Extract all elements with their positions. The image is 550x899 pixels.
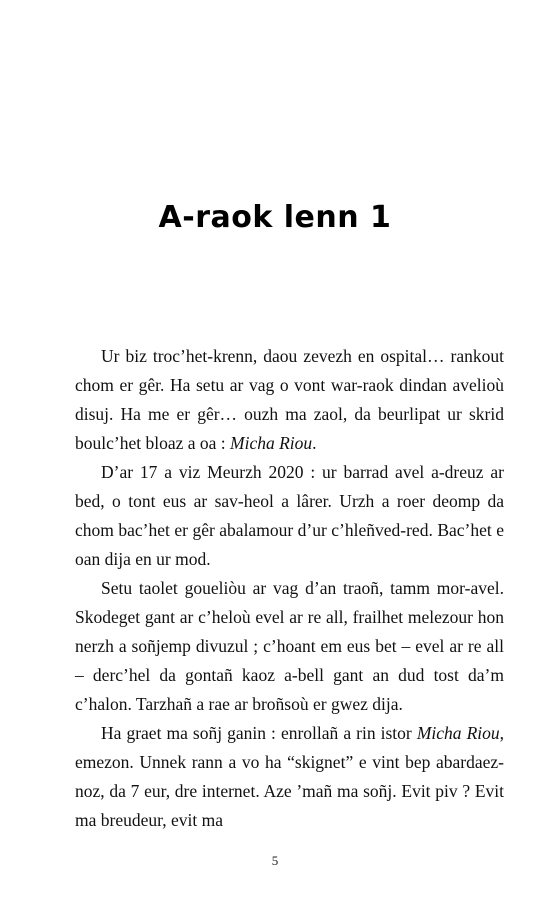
italic-title-text: Micha Riou	[230, 433, 313, 453]
paragraph-text: Setu taolet goueliòu ar vag d’an traoñ, tamm mor-avel. Skodeget gant ar c’heloù evel ar re all, frailhet melezour hon nerzh a soñjemp divuzul ; c’hoant em eus bet – evel ar re all – derc’hel da gontañ kaoz a-bell gant an dud tost da’m c’halon. Tarzhañ a rae ar broñsoù er gwez dija.	[75, 578, 504, 714]
body-text	[75, 342, 504, 835]
paragraph	[75, 342, 504, 458]
paragraph-text: Ha graet ma soñj ganin : enrollañ a rin istor	[101, 723, 417, 743]
paragraph-text: , emezon. Unnek rann a vo ha “skignet” e vint bep abardaez-noz, da 7 eur, dre internet. Aze ’mañ ma soñj. Evit piv ? Evit ma breudeur, evit ma	[75, 723, 504, 830]
page-number: 5	[271, 853, 279, 868]
paragraph-text: Ur biz troc’het-krenn, daou zevezh en ospital… rankout chom er gêr. Ha setu ar vag o vont war-raok dindan avelioù disuj. Ha me er gêr… ouzh ma zaol, da beurlipat ur skrid boulc’het bloaz a oa :	[75, 346, 504, 453]
chapter-title: A-raok lenn 1	[158, 200, 392, 235]
paragraph	[75, 458, 504, 574]
italic-title-text: Micha Riou	[416, 723, 500, 743]
paragraph-text: .	[312, 433, 317, 453]
paragraph	[75, 719, 504, 835]
paragraph-text: D’ar 17 a viz Meurzh 2020 : ur barrad avel a-dreuz ar bed, o tont eus ar sav-heol a lârer. Urzh a roer deomp da chom bac’het er gêr abalamour d’ur c’hleñved-red. Bac’het e oan dija en ur mod.	[75, 462, 504, 569]
paragraph	[75, 574, 504, 719]
